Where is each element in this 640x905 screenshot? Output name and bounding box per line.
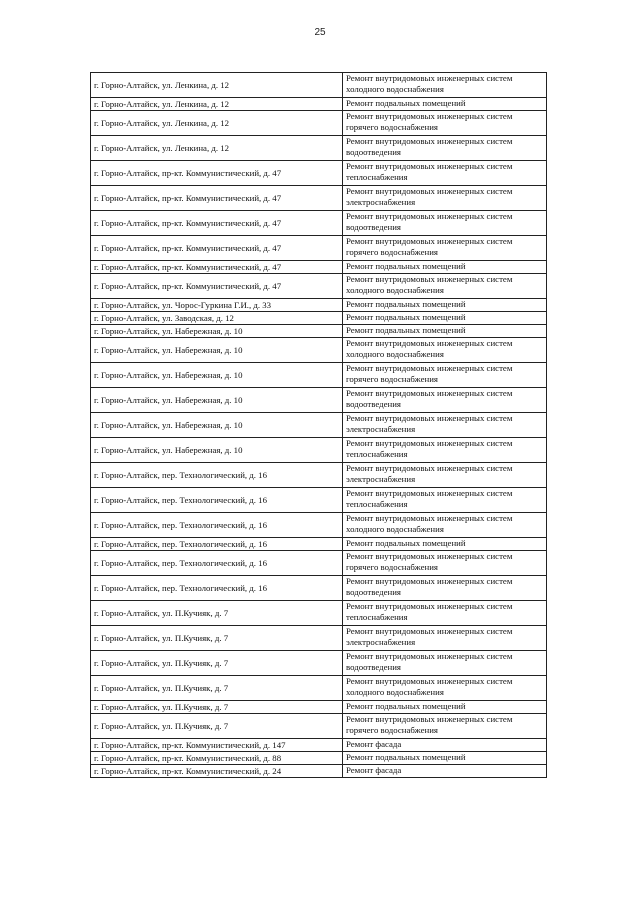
- work-type-cell: Ремонт внутридомовых инженерных систем холодного водоснабжения: [343, 676, 547, 701]
- address-cell: г. Горно-Алтайск, пр-кт. Коммунистический, д. 147: [91, 739, 343, 752]
- works-table: [90, 72, 547, 778]
- address-cell: г. Горно-Алтайск, ул. Набережная, д. 10: [91, 438, 343, 463]
- work-type-cell: Ремонт внутридомовых инженерных систем горячего водоснабжения: [343, 363, 547, 388]
- table-row: [91, 739, 547, 752]
- work-type-cell: Ремонт внутридомовых инженерных систем холодного водоснабжения: [343, 73, 547, 98]
- work-type-cell: Ремонт внутридомовых инженерных систем теплоснабжения: [343, 488, 547, 513]
- work-type-cell: Ремонт фасада: [343, 765, 547, 778]
- work-type-cell: Ремонт подвальных помещений: [343, 312, 547, 325]
- address-cell: г. Горно-Алтайск, пер. Технологический, д. 16: [91, 488, 343, 513]
- work-type-cell: Ремонт подвальных помещений: [343, 98, 547, 111]
- address-cell: г. Горно-Алтайск, ул. Набережная, д. 10: [91, 338, 343, 363]
- address-cell: г. Горно-Алтайск, ул. Набережная, д. 10: [91, 388, 343, 413]
- address-cell: г. Горно-Алтайск, пр-кт. Коммунистический, д. 47: [91, 274, 343, 299]
- table-row: [91, 538, 547, 551]
- work-type-cell: Ремонт внутридомовых инженерных систем водоотведения: [343, 388, 547, 413]
- address-cell: г. Горно-Алтайск, ул. Набережная, д. 10: [91, 325, 343, 338]
- table-row: [91, 752, 547, 765]
- address-cell: г. Горно-Алтайск, ул. Ленкина, д. 12: [91, 136, 343, 161]
- work-type-cell: Ремонт подвальных помещений: [343, 538, 547, 551]
- address-cell: г. Горно-Алтайск, пр-кт. Коммунистический, д. 88: [91, 752, 343, 765]
- address-cell: г. Горно-Алтайск, ул. П.Кучияк, д. 7: [91, 601, 343, 626]
- work-type-cell: Ремонт внутридомовых инженерных систем электроснабжения: [343, 626, 547, 651]
- work-type-cell: Ремонт внутридомовых инженерных систем холодного водоснабжения: [343, 274, 547, 299]
- address-cell: г. Горно-Алтайск, ул. Ленкина, д. 12: [91, 111, 343, 136]
- address-cell: г. Горно-Алтайск, пер. Технологический, д. 16: [91, 576, 343, 601]
- address-cell: г. Горно-Алтайск, пер. Технологический, д. 16: [91, 538, 343, 551]
- table-row: [91, 438, 547, 463]
- table-row: [91, 338, 547, 363]
- address-cell: г. Горно-Алтайск, пер. Технологический, д. 16: [91, 463, 343, 488]
- table-row: [91, 98, 547, 111]
- work-type-cell: Ремонт подвальных помещений: [343, 752, 547, 765]
- address-cell: г. Горно-Алтайск, ул. П.Кучияк, д. 7: [91, 676, 343, 701]
- table-row: [91, 701, 547, 714]
- table-row: [91, 274, 547, 299]
- address-cell: г. Горно-Алтайск, пр-кт. Коммунистический, д. 24: [91, 765, 343, 778]
- address-cell: г. Горно-Алтайск, ул. Набережная, д. 10: [91, 413, 343, 438]
- page-number: 25: [314, 27, 326, 38]
- work-type-cell: Ремонт внутридомовых инженерных систем горячего водоснабжения: [343, 551, 547, 576]
- address-cell: г. Горно-Алтайск, ул. Заводская, д. 12: [91, 312, 343, 325]
- table-row: [91, 312, 547, 325]
- table-row: [91, 676, 547, 701]
- work-type-cell: Ремонт внутридомовых инженерных систем холодного водоснабжения: [343, 513, 547, 538]
- work-type-cell: Ремонт внутридомовых инженерных систем теплоснабжения: [343, 601, 547, 626]
- table-row: [91, 488, 547, 513]
- table-row: [91, 765, 547, 778]
- work-type-cell: Ремонт внутридомовых инженерных систем водоотведения: [343, 136, 547, 161]
- table-row: [91, 576, 547, 601]
- work-type-cell: Ремонт внутридомовых инженерных систем горячего водоснабжения: [343, 714, 547, 739]
- table-row: [91, 211, 547, 236]
- work-type-cell: Ремонт внутридомовых инженерных систем электроснабжения: [343, 413, 547, 438]
- work-type-cell: Ремонт внутридомовых инженерных систем водоотведения: [343, 576, 547, 601]
- address-cell: г. Горно-Алтайск, ул. Ленкина, д. 12: [91, 98, 343, 111]
- address-cell: г. Горно-Алтайск, ул. П.Кучияк, д. 7: [91, 651, 343, 676]
- table-row: [91, 601, 547, 626]
- table-row: [91, 186, 547, 211]
- work-type-cell: Ремонт внутридомовых инженерных систем электроснабжения: [343, 186, 547, 211]
- work-type-cell: Ремонт подвальных помещений: [343, 261, 547, 274]
- address-cell: г. Горно-Алтайск, пер. Технологический, д. 16: [91, 551, 343, 576]
- address-cell: г. Горно-Алтайск, ул. П.Кучияк, д. 7: [91, 714, 343, 739]
- work-type-cell: Ремонт внутридомовых инженерных систем электроснабжения: [343, 463, 547, 488]
- table-row: [91, 161, 547, 186]
- table-row: [91, 363, 547, 388]
- address-cell: г. Горно-Алтайск, ул. Набережная, д. 10: [91, 363, 343, 388]
- address-cell: г. Горно-Алтайск, ул. П.Кучияк, д. 7: [91, 626, 343, 651]
- work-type-cell: Ремонт внутридомовых инженерных систем холодного водоснабжения: [343, 338, 547, 363]
- table-row: [91, 388, 547, 413]
- work-type-cell: Ремонт внутридомовых инженерных систем водоотведения: [343, 211, 547, 236]
- address-cell: г. Горно-Алтайск, пр-кт. Коммунистический, д. 47: [91, 186, 343, 211]
- table-row: [91, 136, 547, 161]
- address-cell: г. Горно-Алтайск, ул. Чорос-Гуркина Г.И., д. 33: [91, 299, 343, 312]
- work-type-cell: Ремонт внутридомовых инженерных систем горячего водоснабжения: [343, 111, 547, 136]
- address-cell: г. Горно-Алтайск, пр-кт. Коммунистический, д. 47: [91, 211, 343, 236]
- address-cell: г. Горно-Алтайск, пр-кт. Коммунистический, д. 47: [91, 261, 343, 274]
- table-row: [91, 261, 547, 274]
- work-type-cell: Ремонт подвальных помещений: [343, 325, 547, 338]
- work-type-cell: Ремонт внутридомовых инженерных систем теплоснабжения: [343, 438, 547, 463]
- table-row: [91, 236, 547, 261]
- work-type-cell: Ремонт подвальных помещений: [343, 299, 547, 312]
- table-row: [91, 73, 547, 98]
- table-row: [91, 463, 547, 488]
- address-cell: г. Горно-Алтайск, пр-кт. Коммунистический, д. 47: [91, 161, 343, 186]
- table-row: [91, 651, 547, 676]
- table-row: [91, 111, 547, 136]
- work-type-cell: Ремонт внутридомовых инженерных систем горячего водоснабжения: [343, 236, 547, 261]
- work-type-cell: Ремонт внутридомовых инженерных систем теплоснабжения: [343, 161, 547, 186]
- works-table-body: [91, 73, 547, 778]
- address-cell: г. Горно-Алтайск, ул. Ленкина, д. 12: [91, 73, 343, 98]
- table-row: [91, 325, 547, 338]
- table-row: [91, 551, 547, 576]
- work-type-cell: Ремонт подвальных помещений: [343, 701, 547, 714]
- work-type-cell: Ремонт фасада: [343, 739, 547, 752]
- table-row: [91, 299, 547, 312]
- work-type-cell: Ремонт внутридомовых инженерных систем водоотведения: [343, 651, 547, 676]
- table-row: [91, 513, 547, 538]
- address-cell: г. Горно-Алтайск, пр-кт. Коммунистический, д. 47: [91, 236, 343, 261]
- table-row: [91, 413, 547, 438]
- address-cell: г. Горно-Алтайск, пер. Технологический, д. 16: [91, 513, 343, 538]
- address-cell: г. Горно-Алтайск, ул. П.Кучияк, д. 7: [91, 701, 343, 714]
- table-row: [91, 714, 547, 739]
- table-row: [91, 626, 547, 651]
